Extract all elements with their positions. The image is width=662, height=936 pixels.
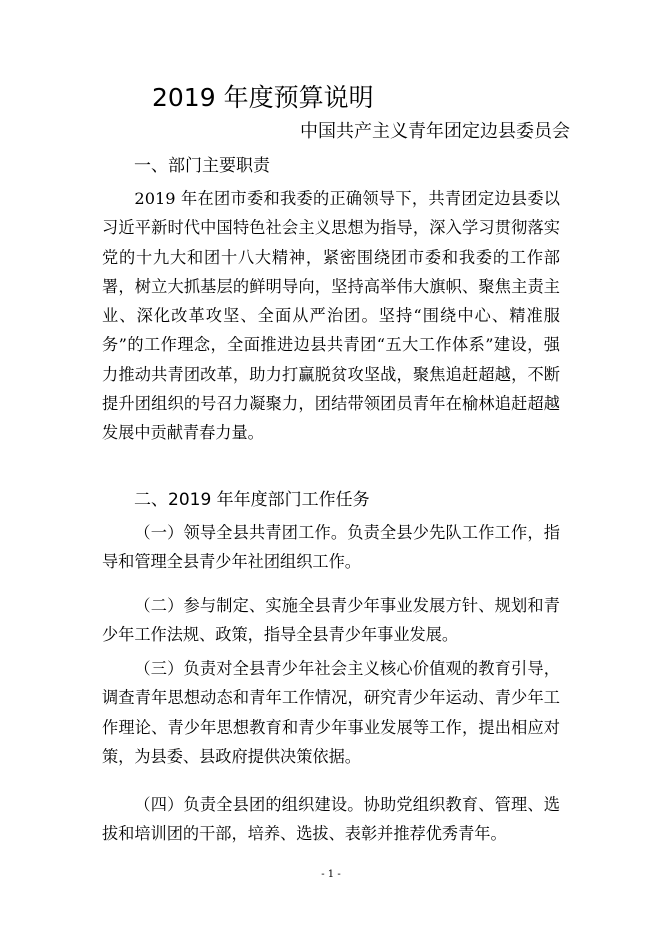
task-item-3: （三）负责对全县青少年社会主义核心价值观的教育引导，调查青年思想动态和青年工作情况，研究青少年运动、青少年工作理论、青少年思想教育和青少年事业发展等工作，提出相应对策，为县委、县政府提供决策依据。 bbox=[102, 659, 560, 766]
section-heading-1: 一、部门主要职责 bbox=[134, 156, 270, 176]
page-number: - 1 - bbox=[321, 869, 341, 880]
task-item-4: （四）负责全县团的组织建设。协助党组织教育、管理、选拔和培训团的干部，培养、选拔、表彰并推荐优秀青年。 bbox=[102, 795, 560, 844]
task-item-1: （一）领导全县共青团工作。负责全县少先队工作工作，指导和管理全县青少年社团组织工作。 bbox=[102, 523, 560, 572]
document-title: 2019 年度预算说明 bbox=[152, 83, 374, 112]
section-heading-2: 二、2019 年年度部门工作任务 bbox=[134, 490, 370, 510]
organization-name: 中国共产主义青年团定边县委员会 bbox=[300, 121, 570, 142]
section-1-paragraph: 2019 年在团市委和我委的正确领导下，共青团定边县委以习近平新时代中国特色社会主义思想为指导，深入学习贯彻落实党的十九大和团十八大精神，紧密围绕团市委和我委的工作部署，树立大抓基层的鲜明导向，坚持高举伟大旗帜、聚焦主责主业、深化改革攻坚、全面从严治团。坚持“围绕中心、精准服务”的工作理念，全面推进边县共青团“五大工作体系”建设，强力推动共青团改革，助力打赢脱贫攻坚战，聚焦追赶超越，不断提升团组织的号召力凝聚力，团结带领团员青年在榆林追赶超越发展中贡献青春力量。 bbox=[102, 189, 560, 443]
task-item-2: （二）参与制定、实施全县青少年事业发展方针、规划和青少年工作法规、政策，指导全县青少年事业发展。 bbox=[102, 596, 560, 645]
